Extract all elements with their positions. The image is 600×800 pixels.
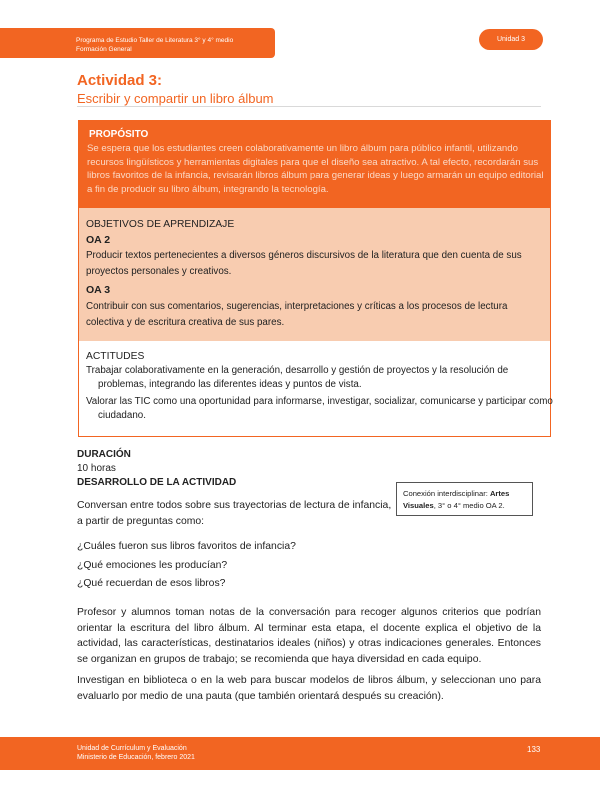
actitud-item: Trabajar colaborativamente en la generación, desarrollo y gestión de proyectos y la resolución de problemas, integrando las diferentes ideas y puntos de vista.: [86, 365, 509, 390]
conexion-interdisciplinar-box: [396, 482, 533, 516]
program-header-bar: [0, 28, 275, 58]
footer-bar: [0, 737, 600, 770]
desarrollo-intro: Conversan entre todos sobre sus trayectorias de lectura de infancia, a partir de preguntas como:: [77, 500, 392, 527]
actitud-item: Valorar las TIC como una oportunidad para informarse, investigar, socializar, comunicarse y participar como ciudadano.: [86, 396, 553, 421]
question-item: ¿Qué emociones les producían?: [77, 560, 228, 571]
activity-title: Actividad 3:: [77, 72, 163, 89]
proposito-section: [79, 121, 550, 208]
desarrollo-paragraph: Investigan en biblioteca o en la web para buscar modelos de libros álbum, y seleccionan uno para evaluarlo por medio de una pauta (que también orientará después su creación).: [77, 675, 541, 702]
question-item: ¿Cuáles fueron sus libros favoritos de infancia?: [77, 541, 296, 552]
activity-subtitle: Escribir y compartir un libro álbum: [77, 91, 274, 106]
page-number: 133: [527, 745, 541, 754]
proposito-heading: PROPÓSITO: [89, 129, 149, 140]
duracion-value: 10 horas: [77, 463, 116, 474]
conexion-suffix: , 3° o 4° medio OA 2.: [433, 501, 505, 510]
oa-text: Contribuir con sus comentarios, sugerencias, interpretaciones y críticas a los procesos de lectura colectiva y de escritura creativa de sus pares.: [86, 301, 508, 328]
objetivos-section: [79, 208, 550, 341]
footer-ministry: Ministerio de Educación, febrero 2021: [77, 754, 195, 761]
duracion-heading: DURACIÓN: [77, 449, 131, 460]
oa-label: OA 3: [86, 284, 111, 296]
question-item: ¿Qué recuerdan de esos libros?: [77, 578, 226, 589]
footer-unit: Unidad de Currículum y Evaluación: [77, 745, 187, 752]
unit-badge: Unidad 3: [479, 29, 543, 50]
proposito-text: Se espera que los estudiantes creen colaborativamente un libro álbum para público infantil, utilizando recursos lingüísticos y herramientas digitales para que el diseño sea atractivo. A tal efecto, recordarán sus libros favoritos de la infancia, revisarán libros álbum para generar ideas y luego armarán un equipo editorial a fin de producir su libro álbum, integrando la tecnología.: [87, 143, 544, 195]
actitudes-heading: ACTITUDES: [86, 351, 145, 362]
oa-text: Producir textos pertenecientes a diversos géneros discursivos de la literatura que den cuenta de sus proyectos personales y creativos.: [86, 250, 522, 277]
conexion-prefix: Conexión interdisciplinar:: [403, 489, 490, 498]
oa-label: OA 2: [86, 234, 111, 246]
objetivos-heading: OBJETIVOS DE APRENDIZAJE: [86, 219, 235, 230]
conexion-subject: Artes Visuales: [403, 489, 510, 510]
program-subtitle: Formación General: [76, 46, 132, 53]
actitudes-section: [79, 341, 553, 436]
title-divider: [77, 106, 541, 107]
desarrollo-paragraph: Profesor y alumnos toman notas de la conversación para recoger algunos criterios que podrían orientar la escritura del libro álbum. Al terminar esta etapa, el docente explica el objetivo de la actividad, las características, destinatarios ideales (niños) y otras indicaciones generales. Entonces se organizan en grupos de trabajo; se recomienda que haya diversidad en cada equipo.: [77, 607, 541, 665]
program-title: Programa de Estudio Taller de Literatura 3° y 4° medio: [76, 37, 234, 44]
desarrollo-heading: DESARROLLO DE LA ACTIVIDAD: [77, 477, 237, 488]
activity-info-panel: [78, 120, 551, 437]
